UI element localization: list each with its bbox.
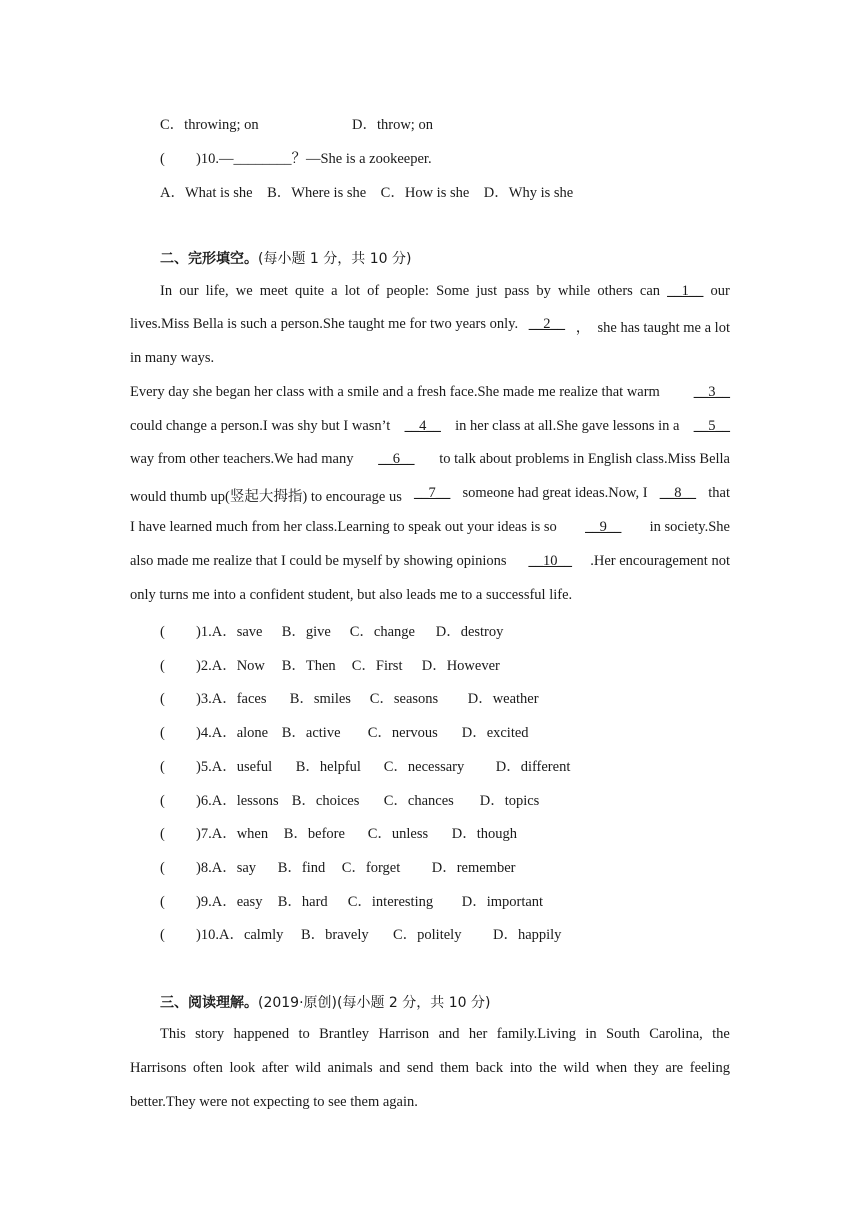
word: This	[160, 1026, 186, 1042]
passage-text: ， she has taught me a lot	[575, 320, 730, 336]
option-b: B．smiles	[289, 691, 351, 708]
passage-text: in her class at all.She gave lessons in a	[451, 418, 684, 434]
passage-text: Every day she began her class with a smile and a fresh face.She made me realize that warm	[130, 384, 660, 400]
option-a: A．alone	[211, 725, 269, 742]
word: South	[606, 1026, 640, 1042]
passage-line-9	[130, 553, 730, 570]
option-d: D．remember	[431, 859, 516, 876]
word: the	[538, 1060, 557, 1076]
option-c: C．nervous	[367, 725, 438, 742]
blank-9: __9__	[585, 519, 622, 535]
word: Harrisons	[130, 1060, 187, 1076]
word: often	[193, 1060, 223, 1076]
blank: __1__	[667, 283, 704, 299]
option-d: D．weather	[467, 691, 539, 708]
passage-line-6	[130, 451, 730, 468]
passage-line-7	[130, 485, 730, 506]
option-d: D．excited	[461, 725, 529, 742]
option-c: C．chances	[383, 792, 454, 809]
word: quite	[295, 283, 325, 299]
cloze-question	[160, 620, 503, 641]
passage-line-2	[130, 316, 730, 337]
option-a: A．say	[211, 859, 257, 876]
reading-line-3: better.They were not expecting to see them again.	[130, 1094, 418, 1110]
passage-text: someone had great ideas.Now, I	[458, 485, 652, 501]
word: In	[160, 283, 173, 299]
question-number: )2.	[196, 657, 212, 674]
word: we	[235, 283, 253, 299]
word: pass	[504, 283, 530, 299]
passage-text: to talk about problems in English class.Miss Bella	[435, 451, 730, 467]
option-b: B．active	[281, 725, 341, 742]
word: to	[298, 1026, 310, 1042]
word: Some	[436, 283, 470, 299]
passage-text: would thumb up(竖起大拇指) to encourage us	[130, 489, 406, 505]
word: lot	[344, 283, 361, 299]
option-a: A．calmly	[218, 927, 284, 944]
option-c: C．seasons	[369, 691, 439, 708]
word: and	[438, 1026, 460, 1042]
option-d: D．important	[461, 893, 544, 910]
blank-6: __6__	[378, 451, 415, 467]
q10-text: )10.—________？—She is a zookeeper.	[196, 151, 432, 167]
answer-paren: (	[160, 151, 165, 167]
option-c: C．unless	[367, 826, 429, 843]
word: Carolina,	[649, 1026, 703, 1042]
option-d: D．though	[451, 826, 517, 843]
word: they	[633, 1060, 659, 1076]
question-number: )1.	[196, 624, 212, 640]
word: are	[665, 1060, 684, 1076]
passage-text: also made me realize that I could be myself by showing opinions	[130, 553, 511, 569]
word: and	[379, 1060, 401, 1076]
blank-5: __5__	[693, 418, 730, 434]
word: wild	[563, 1060, 590, 1076]
answer-paren: (	[160, 859, 165, 876]
cloze-question	[160, 923, 561, 944]
question-number: )6.	[196, 792, 212, 809]
word: by	[536, 283, 551, 299]
word: a	[331, 283, 338, 299]
word: after	[261, 1060, 289, 1076]
question-number: )3.	[196, 691, 212, 708]
answer-paren: (	[160, 792, 165, 809]
word: our	[710, 283, 730, 299]
cloze-question	[160, 856, 515, 877]
passage-text: could change a person.I was shy but I wasn’t	[130, 418, 394, 434]
section3-heading-score: (2019·原创)(每小题 2 分，共 10 分)	[258, 995, 491, 1011]
word: just	[476, 283, 498, 299]
cloze-question	[160, 654, 500, 675]
cloze-question	[160, 687, 539, 708]
question-number: )10.	[196, 927, 219, 944]
word: into	[509, 1060, 533, 1076]
word: people:	[386, 283, 430, 299]
word: in	[585, 1026, 597, 1042]
word: the	[712, 1026, 730, 1042]
option-d: D．However	[421, 657, 500, 674]
option-c: C．First	[351, 657, 403, 674]
passage-text: in society.She	[645, 519, 730, 535]
passage-line-1	[160, 283, 730, 300]
passage-text: I have learned much from her class.Learning to speak out your ideas is so	[130, 519, 561, 535]
section3-heading-title: 三、阅读理解。	[160, 995, 258, 1011]
reading-line-2	[130, 1060, 730, 1077]
option-b: B．find	[277, 859, 326, 876]
q9-option-c: C．throwing; on	[160, 117, 259, 133]
cloze-question	[160, 789, 539, 810]
word: animals	[327, 1060, 373, 1076]
option-c: C．change	[349, 624, 415, 640]
question-number: )7.	[196, 826, 212, 843]
word: story	[195, 1026, 225, 1042]
option-d: D．topics	[479, 792, 540, 809]
passage-line-4	[130, 384, 730, 401]
option-a: A．Now	[211, 657, 265, 674]
answer-paren: (	[160, 826, 165, 843]
question-number: )8.	[196, 859, 212, 876]
blank-8: __8__	[659, 485, 697, 501]
word: them	[440, 1060, 470, 1076]
word: meet	[259, 283, 288, 299]
answer-paren: (	[160, 893, 165, 910]
blank-7: __7__	[414, 485, 451, 501]
word: back	[475, 1060, 504, 1076]
question-number: )4.	[196, 725, 212, 742]
word: happened	[233, 1026, 290, 1042]
passage-text: .Her encouragement not	[590, 553, 730, 569]
word: others	[597, 283, 633, 299]
blank-2: __2__	[528, 316, 566, 332]
option-b: B．Then	[281, 657, 336, 674]
question-number: )9.	[196, 893, 212, 910]
passage-line-8	[130, 519, 730, 536]
blank-3: __3__	[693, 384, 730, 400]
word: of	[367, 283, 380, 299]
q9-option-d: D．throw; on	[352, 117, 433, 133]
word: family.Living	[496, 1026, 576, 1042]
answer-paren: (	[160, 725, 165, 742]
option-a: A．save	[211, 624, 263, 640]
option-d: D．destroy	[435, 624, 504, 640]
word: while	[558, 283, 591, 299]
option-b: B．before	[283, 826, 345, 843]
answer-paren: (	[160, 691, 165, 708]
option-b: B．choices	[291, 792, 360, 809]
word: Harrison	[378, 1026, 430, 1042]
passage-text: lives.Miss Bella is such a person.She taught me for two years only.	[130, 316, 519, 332]
option-c: C．necessary	[383, 758, 465, 775]
option-d: D．happily	[492, 927, 562, 944]
option-c: C．interesting	[347, 893, 434, 910]
passage-line-10: only turns me into a confident student, but also leads me to a successful life.	[130, 587, 573, 603]
passage-text: that	[704, 485, 730, 501]
word: when	[595, 1060, 628, 1076]
cloze-question	[160, 755, 570, 776]
section2-heading-score: (每小题 1 分，共 10 分)	[258, 251, 412, 267]
option-b: B．give	[281, 624, 331, 640]
answer-paren: (	[160, 657, 165, 674]
blank-10: __10__	[528, 553, 572, 569]
option-a: A．faces	[211, 691, 267, 708]
blank-4: __4__	[404, 418, 441, 434]
option-a: A．useful	[211, 758, 273, 775]
word: can	[639, 283, 661, 299]
cloze-question	[160, 721, 529, 742]
word: life,	[205, 283, 229, 299]
option-a: A．easy	[211, 893, 263, 910]
question-number: )5.	[196, 758, 212, 775]
word: send	[406, 1060, 434, 1076]
cloze-question	[160, 890, 543, 911]
option-c: C．politely	[392, 927, 462, 944]
word: wild	[295, 1060, 321, 1076]
word: our	[179, 283, 199, 299]
word: feeling	[689, 1060, 730, 1076]
q10-options: A．What is she B．Where is she C．How is she D．Why is she	[160, 185, 574, 201]
cloze-question	[160, 822, 517, 843]
option-d: D．different	[495, 758, 571, 775]
answer-paren: (	[160, 758, 165, 775]
option-b: B．bravely	[300, 927, 369, 944]
word: Brantley	[319, 1026, 370, 1042]
word: look	[229, 1060, 256, 1076]
option-a: A．lessons	[211, 792, 279, 809]
section2-heading-title: 二、完形填空。	[160, 251, 258, 267]
option-b: B．helpful	[295, 758, 361, 775]
option-b: B．hard	[277, 893, 328, 910]
passage-text: way from other teachers.We had many	[130, 451, 358, 467]
passage-line-5	[130, 418, 730, 435]
option-a: A．when	[211, 826, 269, 843]
section3-heading	[160, 992, 490, 1012]
q10-stem	[160, 147, 432, 168]
answer-paren: (	[160, 927, 165, 944]
option-c: C．forget	[341, 859, 401, 876]
reading-line-1	[160, 1026, 730, 1043]
passage-line-3: in many ways.	[130, 350, 215, 366]
word: her	[468, 1026, 488, 1042]
section2-heading	[160, 248, 411, 268]
answer-paren: (	[160, 624, 165, 640]
q9-options-row	[160, 113, 433, 134]
